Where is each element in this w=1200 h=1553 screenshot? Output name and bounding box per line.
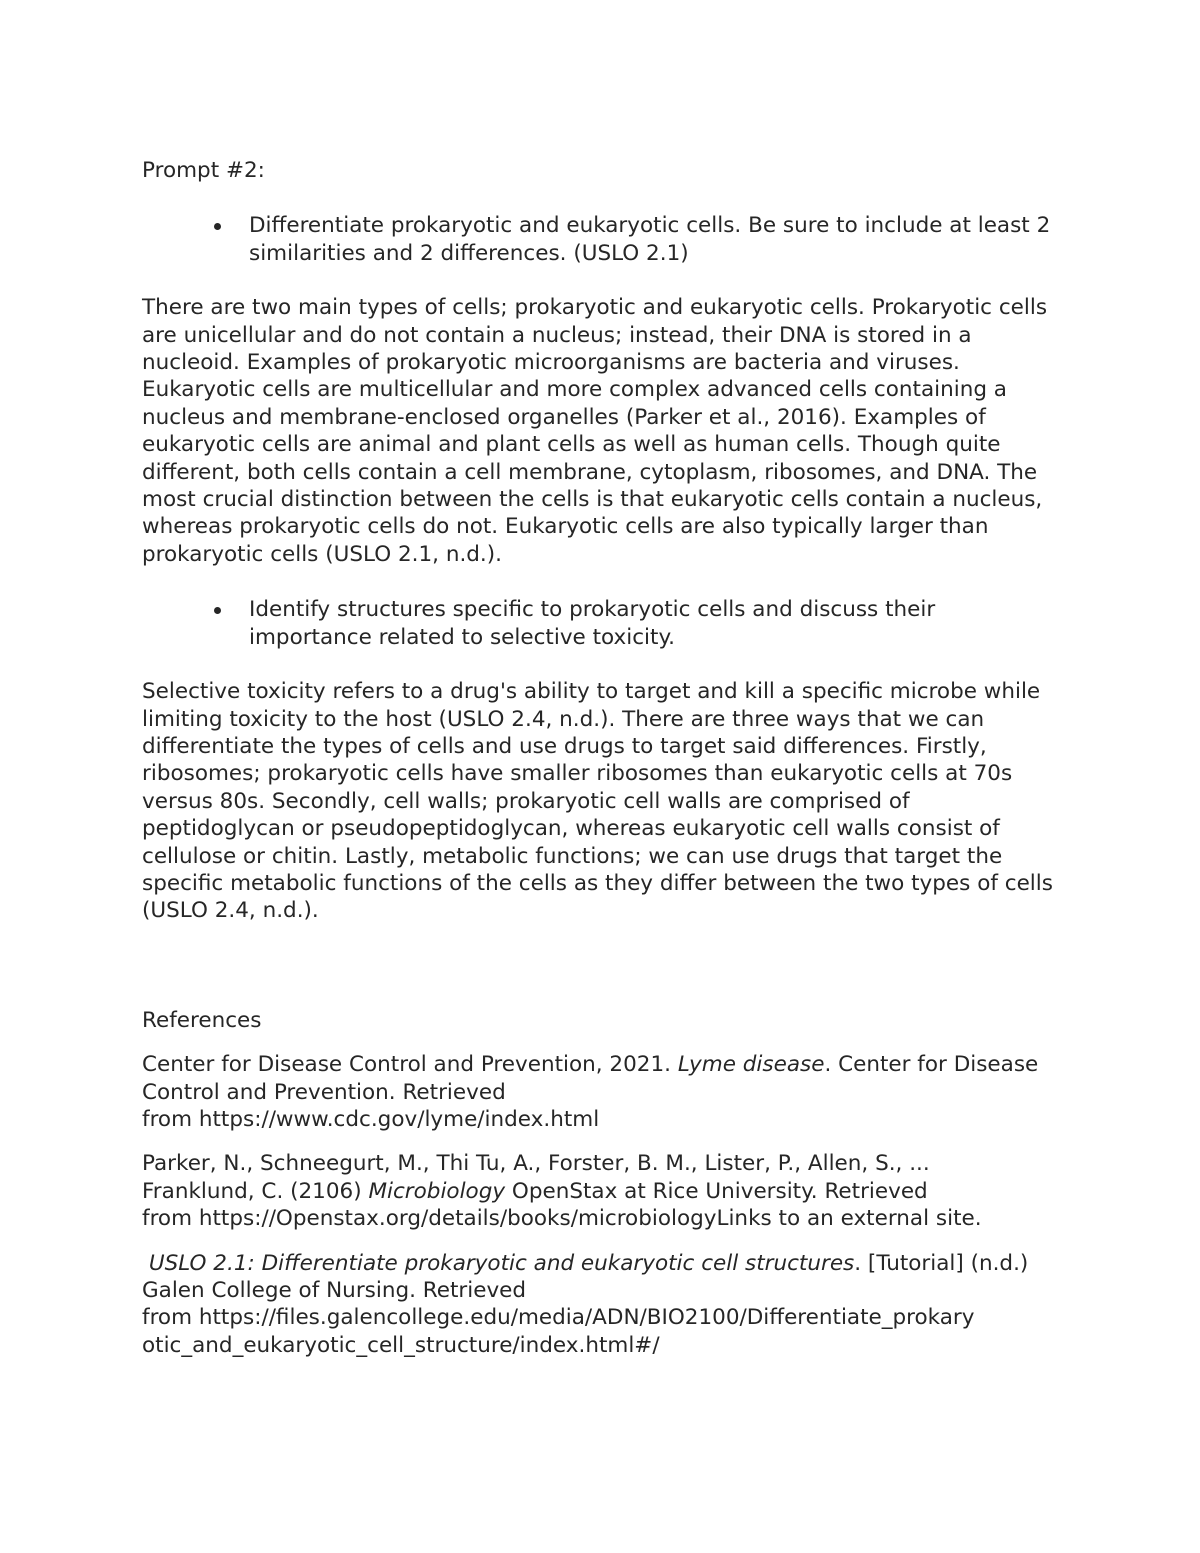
reference-parker (142, 1150, 1062, 1232)
prompt-question-1 (142, 212, 1062, 267)
answer-paragraph-1: There are two main types of cells; prokaryotic and eukaryotic cells. Prokaryotic cells are unicellular and do not contain a nucleus; instead, their DNA is stored in a nucleoid. Examples of prokaryotic microorganisms are bacteria and viruses. Eukaryotic cells are multicellular and more complex advanced cells containing a nucleus and membrane-enclosed organelles (Parker et al., 2016). Examples of eukaryotic cells are animal and plant cells as well as human cells. Though quite different, both cells contain a cell membrane, cytoplasm, ribosomes, and DNA. The most crucial distinction between the cells is that eukaryotic cells contain a nucleus, whereas prokaryotic cells do not. Eukaryotic cells are also typically larger than prokaryotic cells (USLO 2.1, n.d.). (142, 295, 1048, 567)
bullet-dot-icon (214, 607, 221, 614)
reference-cdc-before: Center for Disease Control and Prevention, 2021. (142, 1052, 678, 1078)
reference-parker-after: OpenStax at Rice University. Retrieved (505, 1178, 928, 1204)
reference-cdc-after: . Center for Disease Control and Prevention. Retrieved (142, 1052, 1039, 1105)
prompt-question-2 (142, 596, 1062, 651)
reference-parker-url: from https://Openstax.org/details/books/microbiologyLinks to an external site. (142, 1206, 982, 1232)
reference-uslo-after: . [Tutorial] (n.d.) Galen College of Nursing. Retrieved (142, 1250, 1029, 1303)
prompt-question-list-1 (142, 212, 1062, 267)
references-heading: References (142, 1007, 262, 1033)
reference-uslo (142, 1250, 1062, 1360)
reference-parker-title: Microbiology (368, 1178, 506, 1204)
reference-cdc (142, 1051, 1062, 1133)
document-page (142, 157, 1062, 1376)
prompt-heading: Prompt #2: (142, 158, 265, 183)
bullet-dot-icon (214, 223, 221, 230)
prompt-question-2-text: Identify structures specific to prokaryotic cells and discuss their importance related to selective toxicity. (249, 597, 936, 650)
reference-parker-authors: Parker, N., Schneegurt, M., Thi Tu, A., Forster, B. M., Lister, P., Allen, S., ... (142, 1151, 930, 1177)
reference-cdc-title: Lyme disease (677, 1052, 825, 1078)
reference-uslo-url-2: otic_and_eukaryotic_cell_structure/index.html#/ (142, 1332, 660, 1358)
answer-paragraph-2: Selective toxicity refers to a drug's ability to target and kill a specific microbe while limiting toxicity to the host (USLO 2.4, n.d.). There are three ways that we can differentiate the types of cells and use drugs to target said differences. Firstly, ribosomes; prokaryotic cells have smaller ribosomes than eukaryotic cells at 70s versus 80s. Secondly, cell walls; prokaryotic cell walls are comprised of peptidoglycan or pseudopeptidoglycan, whereas eukaryotic cell walls consist of cellulose or chitin. Lastly, metabolic functions; we can use drugs that target the specific metabolic functions of the cells as they differ between the two types of cells (USLO 2.4, n.d.). (142, 679, 1053, 924)
reference-parker-before: Franklund, C. (2106) (142, 1178, 369, 1204)
prompt-question-list-2 (142, 596, 1062, 651)
prompt-question-1-text: Differentiate prokaryotic and eukaryotic cells. Be sure to include at least 2 similarities and 2 differences. (USLO 2.1) (249, 213, 1051, 266)
reference-uslo-url-1: from https://files.galencollege.edu/media/ADN/BIO2100/Differentiate_prokary (142, 1305, 975, 1331)
reference-cdc-url: from https://www.cdc.gov/lyme/index.html (142, 1106, 600, 1132)
reference-uslo-title: USLO 2.1: Differentiate prokaryotic and eukaryotic cell structures (148, 1250, 855, 1276)
